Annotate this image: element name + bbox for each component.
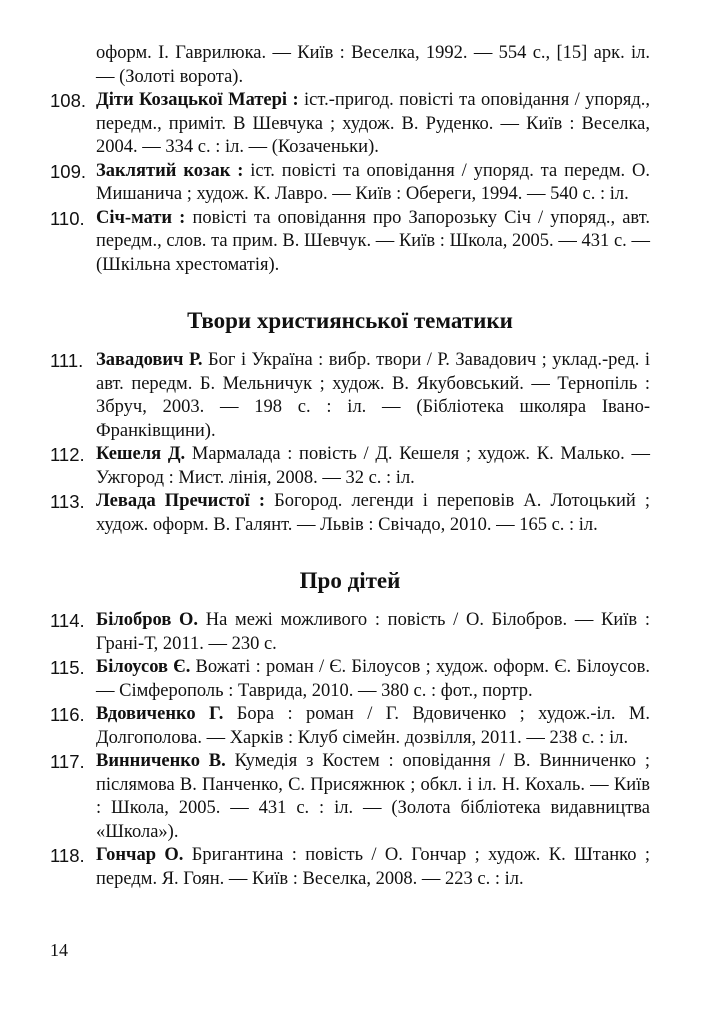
entry-number: 115. xyxy=(50,657,85,678)
bibliography-entry xyxy=(50,207,650,278)
entry-details: іст. повісті та оповідання / упоряд. та передм. О. Мишанича ; худож. К. Лавро. — Київ : Обереги, 1994. — 540 с. : іл. xyxy=(96,160,651,204)
entry-details: іст.-пригод. повісті та оповідання / упоряд., передм., приміт. В Шевчука ; худож. В. Руденко. — Київ : Веселка, 2004. — 334 с. : іл. — (Козаченьки). xyxy=(96,90,650,157)
entry-details: На межі можливого : повість / О. Білобров. — Київ : Грані-Т, 2011. — 230 с. xyxy=(96,610,650,654)
bibliography-entry xyxy=(50,349,650,443)
entry-number: 116. xyxy=(50,704,85,725)
entry-text xyxy=(96,89,650,160)
entry-title: Білобров О. xyxy=(96,610,199,630)
entry-text xyxy=(96,844,650,891)
entry-number: 118. xyxy=(50,845,85,866)
entry-number: 110. xyxy=(50,207,85,229)
entry-text xyxy=(96,490,650,537)
entry-text xyxy=(96,443,650,490)
entry-title: Завадович Р. xyxy=(96,350,203,370)
bibliography-entry xyxy=(50,844,650,891)
entry-text xyxy=(96,207,650,278)
section-heading-children: Про дітей xyxy=(299,568,401,593)
entry-text xyxy=(96,656,650,703)
entry-details: Вожаті : роман / Є. Білоусов ; худож. оформ. Є. Білоусов. — Сімферополь : Таврида, 2010. — 380 с. : фот., портр. xyxy=(96,657,650,701)
entry-title: Січ-мати : xyxy=(96,207,186,228)
bibliography-entry xyxy=(50,490,650,537)
entry-text xyxy=(96,609,650,656)
entry-number: 109. xyxy=(50,160,87,182)
entry-number: 108. xyxy=(50,90,87,111)
entry-title: Заклятий козак : xyxy=(96,160,244,181)
continued-entry-text: оформ. І. Гаврилюка. — Київ : Веселка, 1992. — 554 с., [15] арк. іл. — (Золоті ворота). xyxy=(96,43,650,87)
bibliography-entry xyxy=(50,609,650,656)
entry-number: 117. xyxy=(50,751,85,772)
bibliography-content xyxy=(50,42,650,891)
entry-number: 112. xyxy=(50,444,85,465)
entry-details: Богород. легенди і переповів А. Лотоцький ; худож. оформ. В. Галянт. — Львів : Свічадо, 2010. — 165 с. : іл. xyxy=(96,491,650,535)
entry-details: Бог і Україна : вибр. твори / Р. Завадович ; уклад.-ред. і авт. передм. Б. Мельничук ; худож. В. Якубовський. — Тернопіль : Збруч, 2003. — 198 с. : іл. — (Бібліотека школяра Івано-Франківщини). xyxy=(96,350,650,441)
entry-title: Білоусов Є. xyxy=(96,657,191,677)
entry-list-historical xyxy=(50,89,650,277)
entry-details: повісті та оповідання про Запорозьку Січ / упоряд., авт. передм., слов. та прим. В. Шевчук. — Київ : Школа, 2005. — 431 с. — (Шкільна хрестоматія). xyxy=(96,207,651,275)
entry-title: Кешеля Д. xyxy=(96,444,186,464)
entry-title: Винниченко В. xyxy=(96,751,226,771)
entry-number: 113. xyxy=(50,491,85,512)
entry-list-christian xyxy=(50,349,650,537)
bibliography-entry xyxy=(50,703,650,750)
entry-list-children xyxy=(50,609,650,891)
entry-details: Кумедія з Костем : оповідання / В. Винниченко ; післямова В. Панченко, С. Присяжнюк ; обкл. і іл. Н. Кохаль. — Київ : Школа, 2005. — 431 с. : іл. — (Золота бібліотека видавництва «Школа»). xyxy=(96,751,650,842)
section-heading-christian: Твори християнської тематики xyxy=(187,308,513,333)
entry-text xyxy=(96,750,650,844)
entry-text xyxy=(96,349,650,443)
entry-title: Діти Козацької Матері : xyxy=(96,90,299,110)
entry-text xyxy=(96,160,650,207)
bibliography-entry xyxy=(50,656,650,703)
entry-text xyxy=(96,703,650,750)
entry-number: 111. xyxy=(50,350,84,371)
bibliography-entry xyxy=(50,89,650,160)
entry-title: Вдовиченко Г. xyxy=(96,704,224,724)
entry-title: Гончар О. xyxy=(96,845,184,865)
entry-title: Левада Пречистої : xyxy=(96,491,266,511)
bibliography-entry xyxy=(50,160,650,207)
entry-details: Мармалада : повість / Д. Кешеля ; худож. К. Малько. — Ужгород : Мист. лінія, 2008. — 32 с. : іл. xyxy=(96,444,650,488)
entry-number: 114. xyxy=(50,610,85,631)
page-number: 14 xyxy=(50,940,68,960)
bibliography-entry xyxy=(50,443,650,490)
entry-details: Бригантина : повість / О. Гончар ; худож. К. Штанко ; передм. Я. Гоян. — Київ : Веселка, 2008. — 223 с. : іл. xyxy=(96,845,650,889)
entry-details: Бора : роман / Г. Вдовиченко ; худож.-іл. М. Долгополова. — Харків : Клуб сімейн. дозвілля, 2011. — 238 с. : іл. xyxy=(96,704,650,748)
bibliography-entry xyxy=(50,750,650,844)
